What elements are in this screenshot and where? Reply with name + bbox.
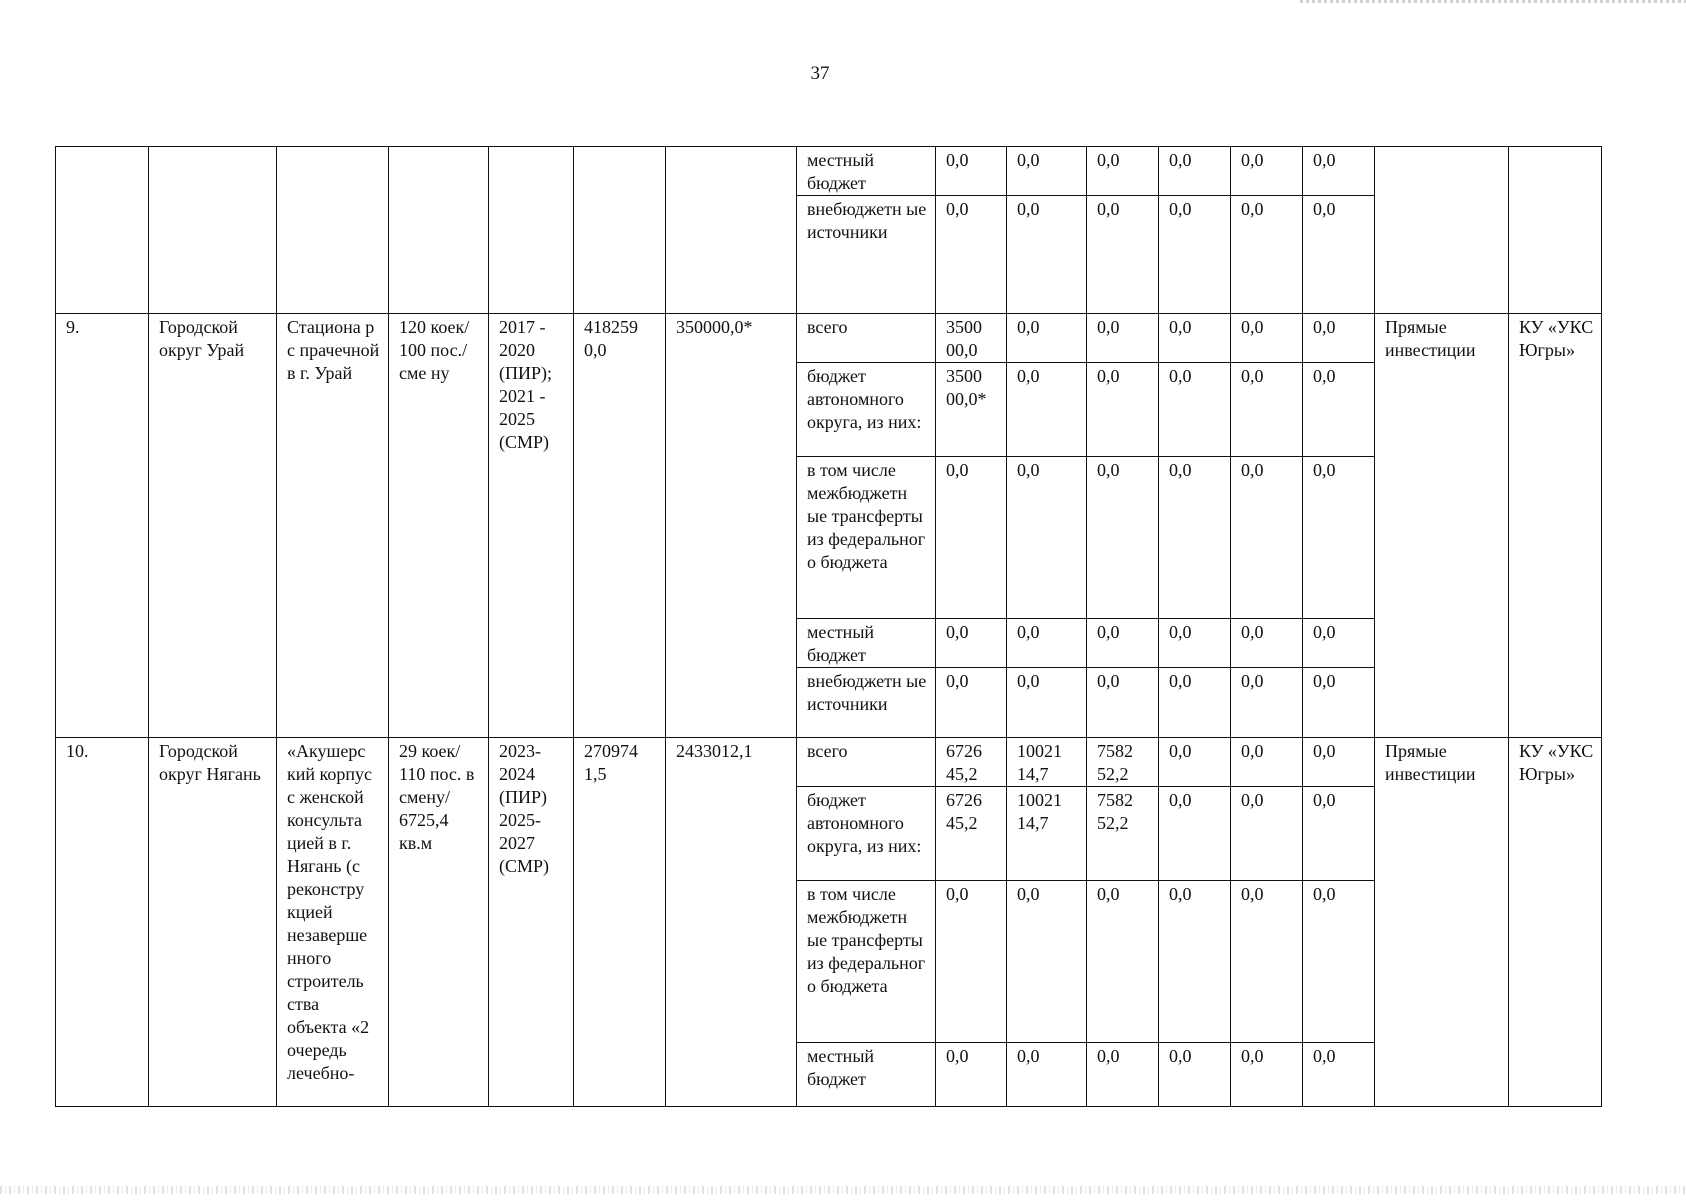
value-cell: 0,0 [1303, 314, 1375, 363]
value-cell: 0,0 [936, 881, 1007, 1043]
value-cell: 0,0 [1007, 363, 1087, 457]
value-cell: 0,0 [1231, 1043, 1303, 1107]
source-label: всего [797, 738, 936, 787]
value-cell: 0,0 [936, 1043, 1007, 1107]
investment-mechanism: Прямые инвестиции [1375, 738, 1509, 1107]
row-number: 10. [56, 738, 149, 1107]
table-row [56, 147, 1602, 196]
value-cell: 0,0 [1303, 787, 1375, 881]
value-cell: 10021 14,7 [1007, 787, 1087, 881]
value-cell: 0,0 [1303, 1043, 1375, 1107]
value-cell: 0,0 [1231, 738, 1303, 787]
remaining-cost: 350000,0* [666, 314, 797, 738]
scan-edge-top [1300, 0, 1686, 3]
value-cell: 0,0 [1303, 457, 1375, 619]
value-cell: 0,0 [1159, 1043, 1231, 1107]
value-cell: 0,0 [1007, 1043, 1087, 1107]
object-name: Стациона р с прачечной в г. Урай [277, 314, 389, 738]
value-cell: 0,0 [1231, 314, 1303, 363]
value-cell: 0,0 [1007, 314, 1087, 363]
value-cell: 0,0 [1087, 1043, 1159, 1107]
value-cell: 0,0 [1231, 457, 1303, 619]
page-number: 37 [810, 63, 830, 84]
municipality-cell [149, 147, 277, 314]
value-cell: 0,0 [1007, 196, 1087, 314]
value-cell: 0,0 [1007, 619, 1087, 668]
value-cell: 3500 00,0 [936, 314, 1007, 363]
period-cell [489, 147, 574, 314]
source-label: местный бюджет [797, 147, 936, 196]
period: 2023- 2024 (ПИР) 2025- 2027 (СМР) [489, 738, 574, 1107]
source-label: местный бюджет [797, 1043, 936, 1107]
capacity-cell [389, 147, 489, 314]
value-cell: 10021 14,7 [1007, 738, 1087, 787]
value-cell: 0,0 [1231, 147, 1303, 196]
value-cell: 0,0 [1159, 787, 1231, 881]
value-cell: 0,0 [1159, 147, 1231, 196]
source-label: местный бюджет [797, 619, 936, 668]
value-cell: 0,0 [1159, 668, 1231, 738]
table-row [56, 314, 1602, 363]
customer: КУ «УКС Югры» [1509, 314, 1602, 738]
value-cell: 7582 52,2 [1087, 787, 1159, 881]
value-cell: 6726 45,2 [936, 787, 1007, 881]
estimated-cost: 418259 0,0 [574, 314, 666, 738]
value-cell: 0,0 [1087, 619, 1159, 668]
customer: КУ «УКС Югры» [1509, 738, 1602, 1107]
object-cell [277, 147, 389, 314]
period: 2017 - 2020 (ПИР); 2021 - 2025 (СМР) [489, 314, 574, 738]
mechanism-cell [1375, 147, 1509, 314]
value-cell: 0,0 [936, 147, 1007, 196]
value-cell: 0,0 [1159, 881, 1231, 1043]
customer-cell [1509, 147, 1602, 314]
value-cell: 3500 00,0* [936, 363, 1007, 457]
value-cell: 0,0 [1159, 196, 1231, 314]
table-row [56, 738, 1602, 787]
value-cell: 0,0 [1159, 363, 1231, 457]
remaining-cell [666, 147, 797, 314]
source-label: внебюджетн ые источники [797, 196, 936, 314]
capacity: 29 коек/ 110 пос. в смену/ 6725,4 кв.м [389, 738, 489, 1107]
value-cell: 0,0 [1231, 619, 1303, 668]
value-cell: 0,0 [1303, 196, 1375, 314]
value-cell: 0,0 [1231, 881, 1303, 1043]
value-cell: 0,0 [1159, 457, 1231, 619]
value-cell: 0,0 [1087, 314, 1159, 363]
source-label: в том числе межбюджетн ые трансферты из федеральног о бюджета [797, 457, 936, 619]
scan-edge-bottom [0, 1186, 1686, 1194]
municipality: Городской округ Урай [149, 314, 277, 738]
value-cell: 0,0 [1303, 881, 1375, 1043]
value-cell: 0,0 [1007, 457, 1087, 619]
value-cell: 6726 45,2 [936, 738, 1007, 787]
value-cell: 0,0 [936, 457, 1007, 619]
value-cell: 0,0 [936, 668, 1007, 738]
value-cell: 0,0 [1087, 147, 1159, 196]
value-cell: 0,0 [1303, 668, 1375, 738]
object-name: «Акушерс кий корпус с женской консульта цией в г. Нягань (с реконстру кцией незаверше нного строитель ства объекта «2 очередь лечебно- [277, 738, 389, 1107]
municipality: Городской округ Нягань [149, 738, 277, 1107]
value-cell: 0,0 [1087, 196, 1159, 314]
value-cell: 0,0 [1087, 363, 1159, 457]
value-cell: 0,0 [1007, 147, 1087, 196]
value-cell: 7582 52,2 [1087, 738, 1159, 787]
remaining-cost: 2433012,1 [666, 738, 797, 1107]
value-cell: 0,0 [1303, 363, 1375, 457]
num-cell [56, 147, 149, 314]
value-cell: 0,0 [1159, 314, 1231, 363]
value-cell: 0,0 [1303, 619, 1375, 668]
value-cell: 0,0 [1007, 668, 1087, 738]
value-cell: 0,0 [1007, 881, 1087, 1043]
value-cell: 0,0 [936, 196, 1007, 314]
value-cell: 0,0 [936, 619, 1007, 668]
value-cell: 0,0 [1087, 457, 1159, 619]
value-cell: 0,0 [1231, 787, 1303, 881]
value-cell: 0,0 [1303, 738, 1375, 787]
investment-mechanism: Прямые инвестиции [1375, 314, 1509, 738]
capacity: 120 коек/ 100 пос./сме ну [389, 314, 489, 738]
estimated-cost: 270974 1,5 [574, 738, 666, 1107]
source-label: всего [797, 314, 936, 363]
value-cell: 0,0 [1303, 147, 1375, 196]
value-cell: 0,0 [1231, 363, 1303, 457]
row-number: 9. [56, 314, 149, 738]
value-cell: 0,0 [1087, 668, 1159, 738]
value-cell: 0,0 [1087, 881, 1159, 1043]
cost-cell [574, 147, 666, 314]
source-label: бюджет автономного округа, из них: [797, 787, 936, 881]
source-label: внебюджетн ые источники [797, 668, 936, 738]
value-cell: 0,0 [1231, 196, 1303, 314]
value-cell: 0,0 [1159, 619, 1231, 668]
source-label: бюджет автономного округа, из них: [797, 363, 936, 457]
value-cell: 0,0 [1159, 738, 1231, 787]
source-label: в том числе межбюджетн ые трансферты из федеральног о бюджета [797, 881, 936, 1043]
investment-table [55, 146, 1602, 1107]
value-cell: 0,0 [1231, 668, 1303, 738]
